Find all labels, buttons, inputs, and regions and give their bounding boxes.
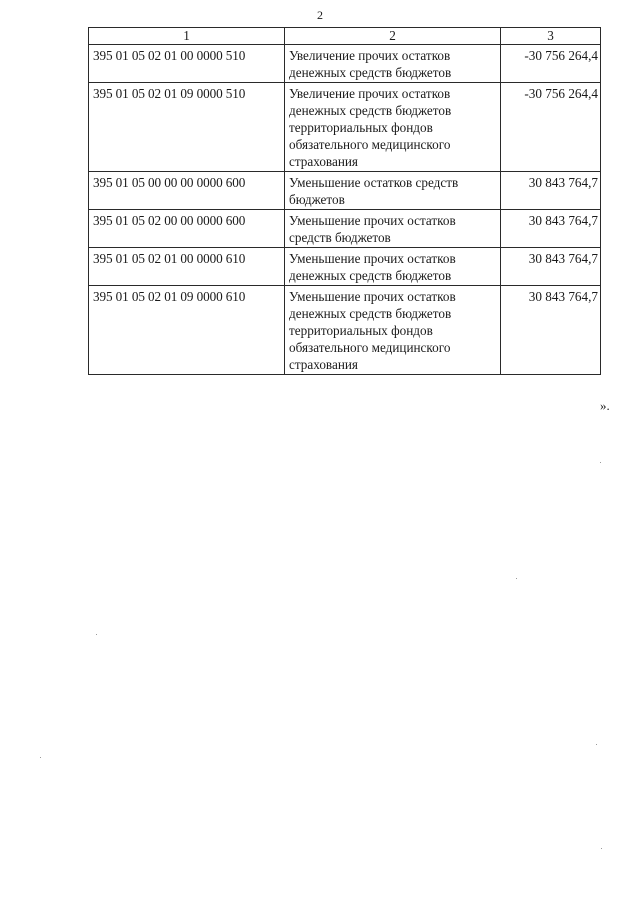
budget-code-cell: 395 01 05 02 01 09 0000 610 xyxy=(89,286,285,375)
column-header-1: 1 xyxy=(89,28,285,45)
table-header-row xyxy=(89,28,601,45)
amount-cell: 30 843 764,7 xyxy=(501,172,601,210)
budget-code-cell: 395 01 05 00 00 00 0000 600 xyxy=(89,172,285,210)
closing-quote: ». xyxy=(600,398,610,413)
amount-cell: 30 843 764,7 xyxy=(501,248,601,286)
budget-code-cell: 395 01 05 02 01 00 0000 510 xyxy=(89,45,285,83)
table-row xyxy=(89,83,601,172)
table-row xyxy=(89,248,601,286)
scan-speck xyxy=(96,634,97,635)
column-header-2: 2 xyxy=(285,28,501,45)
scan-speck xyxy=(600,462,601,463)
table-row xyxy=(89,286,601,375)
amount-cell: 30 843 764,7 xyxy=(501,286,601,375)
amount-cell: 30 843 764,7 xyxy=(501,210,601,248)
scan-speck xyxy=(601,848,602,849)
amount-cell: -30 756 264,4 xyxy=(501,45,601,83)
scan-speck xyxy=(40,757,41,758)
table-row xyxy=(89,210,601,248)
description-cell: Уменьшение остатков средств бюджетов xyxy=(285,172,501,210)
budget-sources-table xyxy=(88,27,601,375)
description-cell: Увеличение прочих остатков денежных средств бюджетов территориальных фондов обязательного медицинского страхования xyxy=(285,83,501,172)
table-row xyxy=(89,45,601,83)
budget-code-cell: 395 01 05 02 01 09 0000 510 xyxy=(89,83,285,172)
column-header-3: 3 xyxy=(501,28,601,45)
description-cell: Увеличение прочих остатков денежных средств бюджетов xyxy=(285,45,501,83)
amount-cell: -30 756 264,4 xyxy=(501,83,601,172)
description-cell: Уменьшение прочих остатков денежных средств бюджетов xyxy=(285,248,501,286)
table-row xyxy=(89,172,601,210)
budget-code-cell: 395 01 05 02 01 00 0000 610 xyxy=(89,248,285,286)
description-cell: Уменьшение прочих остатков средств бюджетов xyxy=(285,210,501,248)
description-cell: Уменьшение прочих остатков денежных средств бюджетов территориальных фондов обязательного медицинского страхования xyxy=(285,286,501,375)
scan-speck xyxy=(516,578,517,579)
scan-speck xyxy=(596,744,597,745)
budget-code-cell: 395 01 05 02 00 00 0000 600 xyxy=(89,210,285,248)
page-number: 2 xyxy=(317,8,323,22)
